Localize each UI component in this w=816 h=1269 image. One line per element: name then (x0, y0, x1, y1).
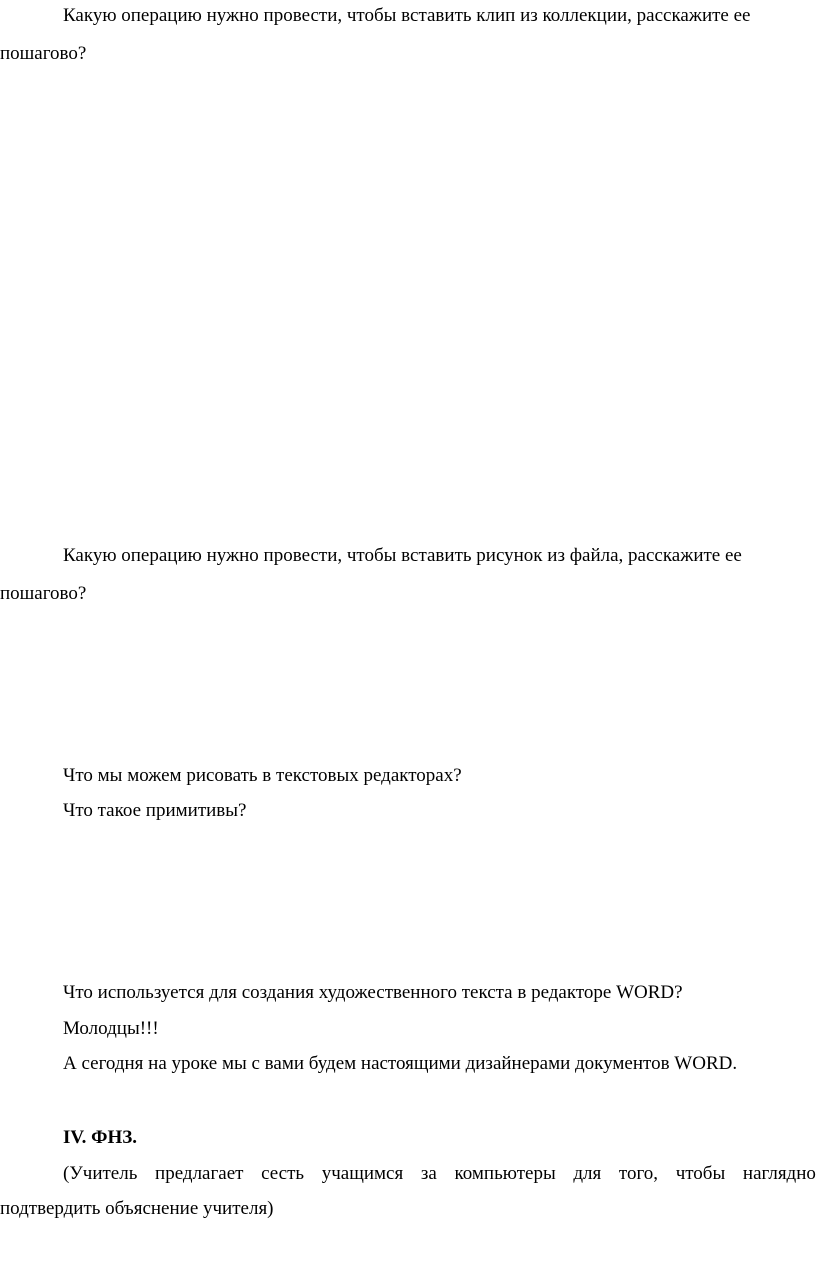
note-word: наглядно (742, 1163, 816, 1184)
section-heading: IV. ФНЗ. (63, 1127, 138, 1148)
note-word: компьютеры (454, 1163, 556, 1184)
question-clip-line2: пошагово? (0, 43, 87, 64)
question-picture-line1: Какую операцию нужно провести, чтобы вставить рисунок из файла, расскажите ее (63, 545, 742, 566)
question-picture-line2: пошагово? (0, 583, 87, 604)
note-word: (Учитель (63, 1163, 138, 1184)
question-drawing: Что мы можем рисовать в текстовых редакторах? (63, 765, 462, 786)
note-word: за (420, 1163, 437, 1184)
note-word: для (573, 1163, 602, 1184)
teacher-note-line1 (63, 1164, 816, 1183)
question-primitives: Что такое примитивы? (63, 800, 247, 821)
note-word: того, (618, 1163, 659, 1184)
lesson-intro: А сегодня на уроке мы с вами будем настоящими дизайнерами документов WORD. (63, 1053, 738, 1074)
note-word: предлагает (155, 1163, 244, 1184)
note-word: учащимся (321, 1163, 404, 1184)
teacher-note-line2: подтвердить объяснение учителя) (0, 1198, 274, 1219)
question-wordart: Что используется для создания художественного текста в редакторе WORD? (63, 982, 683, 1003)
note-word: чтобы (675, 1163, 726, 1184)
question-clip-line1: Какую операцию нужно провести, чтобы вставить клип из коллекции, расскажите ее (63, 5, 751, 26)
note-word: сесть (261, 1163, 305, 1184)
praise-text: Молодцы!!! (63, 1018, 159, 1039)
